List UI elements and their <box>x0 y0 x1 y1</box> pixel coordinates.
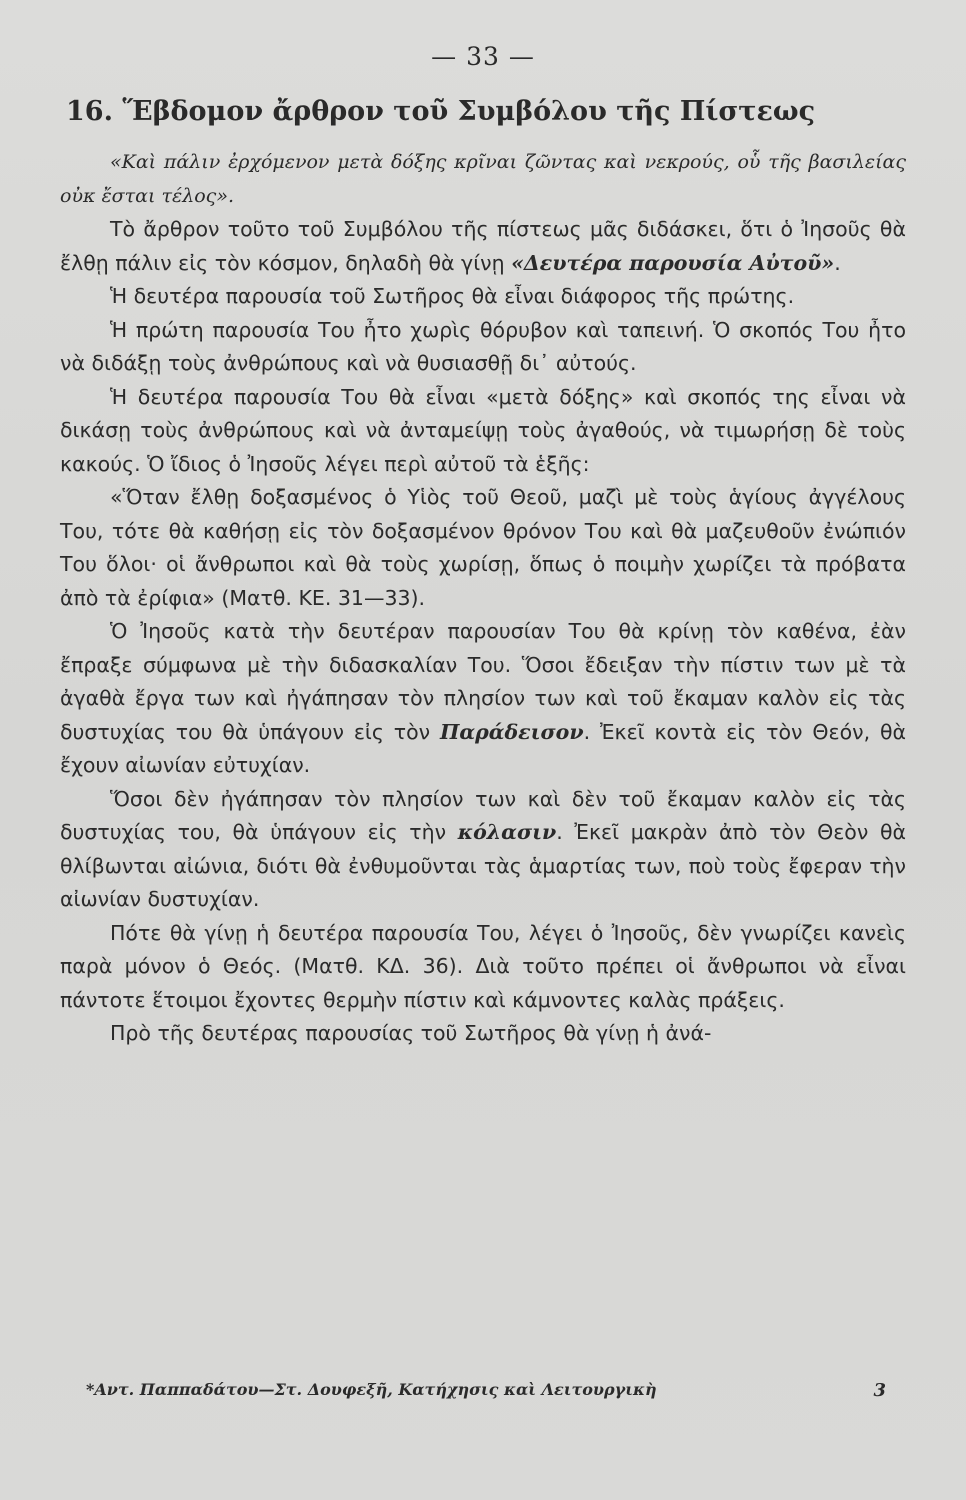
footer-citation: *Αντ. Παππαδάτου—Στ. Δουφεξῆ, Κατήχησις καὶ Λειτουργικὴ <box>86 1380 657 1399</box>
paragraph-7-text: Ὅσοι δὲν ἠγάπησαν τὸν πλησίον των καὶ δὲν τοῦ ἔκαμαν καλὸν εἰς τὰς δυστυχίας του, θὰ ὑπάγουν εἰς τὴν <box>60 786 906 844</box>
page-content <box>60 96 906 1051</box>
paragraph-1-emphasis: «Δευτέρα παρουσία Αὐτοῦ» <box>511 250 835 275</box>
paragraph-2-text: Ἡ δευτέρα παρουσία τοῦ Σωτῆρος θὰ εἶναι διάφορος τῆς πρώτης. <box>110 284 795 308</box>
paragraph-4 <box>60 381 906 482</box>
creed-quote: «Καὶ πάλιν ἐρχόμενον μετὰ δόξης κρῖναι ζῶντας καὶ νεκρούς, οὗ τῆς βασιλείας οὐκ ἔσται τέλος». <box>60 151 906 207</box>
paragraph-1-text: Τὸ ἄρθρον τοῦτο τοῦ Συμβόλου τῆς πίστεως μᾶς διδάσκει, ὅτι ὁ Ἰησοῦς θὰ ἔλθῃ πάλιν εἰς τὸν κόσμον, δηλαδὴ θὰ γίνῃ <box>60 217 906 275</box>
paragraph-5-text: «Ὅταν ἔλθῃ δοξασμένος ὁ Υἱὸς τοῦ Θεοῦ, μαζὶ μὲ τοὺς ἁγίους ἀγγέλους Του, τότε θὰ καθήσῃ εἰς τὸν δοξασμένον θρόνον Του καὶ θὰ μαζευθοῦν ἐνώπιόν Του ὅλοι· οἱ ἄνθρωποι καὶ θὰ τοὺς χωρίσῃ, ὅπως ὁ ποιμὴν χωρίζει τὰ πρόβατα ἀπὸ τὰ ἐρίφια» (Ματθ. ΚΕ. 31—33). <box>60 485 906 610</box>
section-title: 16. Ἕβδομον ἄρθρον τοῦ Συμβόλου τῆς Πίστεως <box>66 96 816 127</box>
paragraph-3-text: Ἡ πρώτη παρουσία Του ἦτο χωρὶς θόρυβον καὶ ταπεινή. Ὁ σκοπός Του ἦτο νὰ διδάξῃ τοὺς ἀνθρώπους καὶ νὰ θυσιασθῇ δι᾽ αὐτούς. <box>60 317 906 375</box>
page-number: — 33 — <box>431 42 535 71</box>
paragraph-5 <box>60 481 906 615</box>
paragraph-7 <box>60 783 906 917</box>
paragraph-8 <box>60 917 906 1018</box>
paragraph-2 <box>60 280 906 314</box>
paragraph-8-text: Πότε θὰ γίνῃ ἡ δευτέρα παρουσία Του, λέγει ὁ Ἰησοῦς, δὲν γνωρίζει κανεὶς παρὰ μόνον ὁ Θεός. (Ματθ. ΚΔ. 36). Διὰ τοῦτο πρέπει οἱ ἄνθρωποι νὰ εἶναι πάντοτε ἕτοιμοι ἔχοντες θερμὴν πίστιν καὶ κάμνοντες καλὰς πράξεις. <box>60 920 906 1012</box>
signature-mark: 3 <box>873 1380 886 1401</box>
paragraph-6-tail: . Ἐκεῖ κοντὰ εἰς τὸν Θεόν, θὰ ἔχουν αἰωνίαν εὐτυχίαν. <box>60 719 906 777</box>
paragraph-7-tail: . Ἐκεῖ μακρὰν ἀπὸ τὸν Θεὸν θὰ θλίβωνται αἰώνια, διότι θὰ ἐνθυμοῦνται τὰς ἁμαρτίας των, ποὺ τοὺς ἔφεραν τὴν αἰωνίαν δυστυχίαν. <box>60 820 906 911</box>
paragraph-6 <box>60 615 906 783</box>
paragraph-1-tail: . <box>834 250 841 275</box>
paragraph-6-emphasis: Παράδεισον <box>439 719 584 744</box>
paragraph-7-emphasis: κόλασιν <box>457 820 557 844</box>
paragraph-9-text: Πρὸ τῆς δευτέρας παρουσίας τοῦ Σωτῆρος θὰ γίνῃ ἡ ἀνά- <box>110 1021 712 1045</box>
paragraph-6-text: Ὁ Ἰησοῦς κατὰ τὴν δευτέραν παρουσίαν Του θὰ κρίνῃ τὸν καθένα, ἐὰν ἔπραξε σύμφωνα μὲ τὴν διδασκαλίαν Του. Ὅσοι ἔδειξαν τὴν πίστιν των μὲ τὰ ἀγαθὰ ἔργα των καὶ ἠγάπησαν τὸν πλησίον των καὶ τοῦ ἔκαμαν καλὸν εἰς τὰς δυστυχίας του θὰ ὑπάγουν εἰς τὸν <box>60 619 906 744</box>
paragraph-1 <box>60 213 906 280</box>
page-footer <box>86 1380 886 1399</box>
paragraph-9 <box>60 1017 906 1051</box>
paragraph-3 <box>60 314 906 381</box>
paragraph-4-text: Ἡ δευτέρα παρουσία Του θὰ εἶναι «μετὰ δόξης» καὶ σκοπός της εἶναι νὰ δικάσῃ τοὺς ἀνθρώπους καὶ νὰ ἀνταμείψῃ τοὺς ἀγαθούς, νὰ τιμωρήσῃ δὲ τοὺς κακούς. Ὁ ἴδιος ὁ Ἰησοῦς λέγει περὶ αὐτοῦ τὰ ἑξῆς: <box>60 384 906 476</box>
